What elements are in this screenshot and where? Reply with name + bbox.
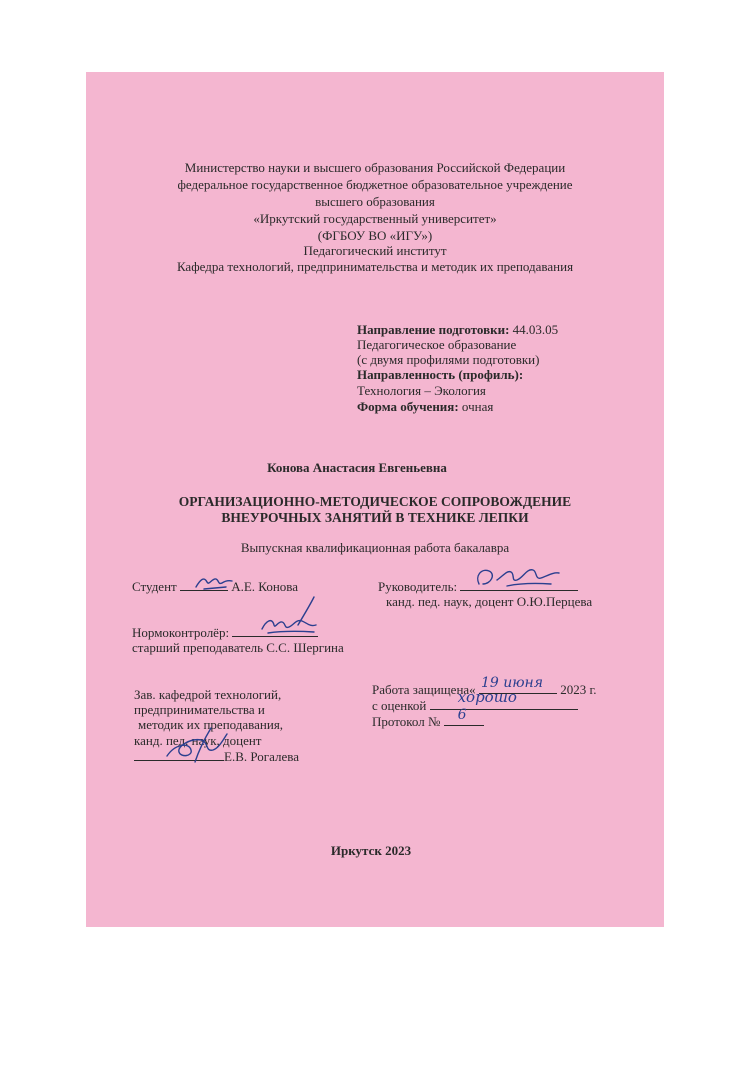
head-line-3: методик их преподавания, — [138, 717, 284, 732]
defense-label: Работа защищена« — [372, 682, 476, 697]
education-level-line: высшего образования — [315, 194, 435, 209]
department-line: Кафедра технологий, предпринимательства и методик их преподавания — [176, 259, 574, 274]
profile-label: Направленность (профиль): — [357, 367, 524, 382]
defense-year: 2023 г. — [560, 682, 597, 697]
university-abbr-line: (ФГБОУ ВО «ИГУ») — [317, 228, 433, 243]
student-label: Студент — [132, 579, 177, 594]
head-line-2: предпринимательства и — [134, 702, 265, 717]
protocol-row — [372, 707, 484, 729]
student-signature-icon — [194, 570, 234, 592]
protocol-label: Протокол № — [372, 714, 441, 729]
profile-name: Технология – Экология — [357, 383, 486, 398]
defense-date-handwritten: 19 июня — [480, 675, 544, 691]
study-form-row — [357, 399, 493, 414]
protocol-handwritten: 6 — [457, 707, 467, 723]
supervisor-label: Руководитель: — [378, 579, 458, 594]
head-signature-icon — [161, 722, 236, 764]
thesis-title-line-2: ВНЕУРОЧНЫХ ЗАНЯТИЙ В ТЕХНИКЕ ЛЕПКИ — [221, 510, 529, 525]
thesis-title-line-1: ОРГАНИЗАЦИОННО-МЕТОДИЧЕСКОЕ СОПРОВОЖДЕНИЕ — [178, 494, 572, 509]
supervisor-position: канд. пед. наук, доцент О.Ю.Перцева — [386, 594, 593, 609]
city-year: Иркутск 2023 — [330, 843, 412, 858]
supervisor-signature-icon — [471, 562, 561, 592]
head-name: Е.В. Рогалева — [224, 749, 299, 764]
work-type: Выпускная квалификационная работа бакалавра — [240, 540, 510, 555]
study-form-value: очная — [461, 399, 494, 414]
head-line-1: Зав. кафедрой технологий, — [134, 687, 282, 702]
protocol-line — [444, 707, 484, 726]
institute-line: Педагогический институт — [303, 243, 447, 258]
ministry-line: Министерство науки и высшего образования Российской Федерации — [184, 160, 566, 175]
normcontrol-position: старший преподаватель С.С. Шергина — [132, 640, 344, 655]
direction-note: (с двумя профилями подготовки) — [357, 352, 540, 367]
institution-type-line: федеральное государственное бюджетное образовательное учреждение — [177, 177, 573, 192]
grade-handwritten: хорошо — [457, 688, 517, 706]
direction-row — [357, 322, 558, 337]
study-form-label: Форма обучения: — [357, 399, 459, 414]
normcontrol-signature-icon — [258, 595, 318, 639]
university-name-line: «Иркутский государственный университет» — [253, 211, 497, 226]
direction-label: Направление подготовки: — [357, 322, 510, 337]
direction-code: 44.03.05 — [512, 322, 559, 337]
direction-name: Педагогическое образование — [357, 337, 517, 352]
grade-label: с оценкой — [372, 698, 427, 713]
student-name: А.Е. Конова — [231, 579, 299, 594]
grade-line — [430, 688, 578, 710]
author-name: Конова Анастасия Евгеньевна — [267, 460, 447, 475]
head-line-4: канд. пед. наук, доцент — [134, 733, 262, 748]
title-page-sheet — [86, 72, 664, 927]
normcontrol-label: Нормоконтролёр: — [132, 625, 230, 640]
